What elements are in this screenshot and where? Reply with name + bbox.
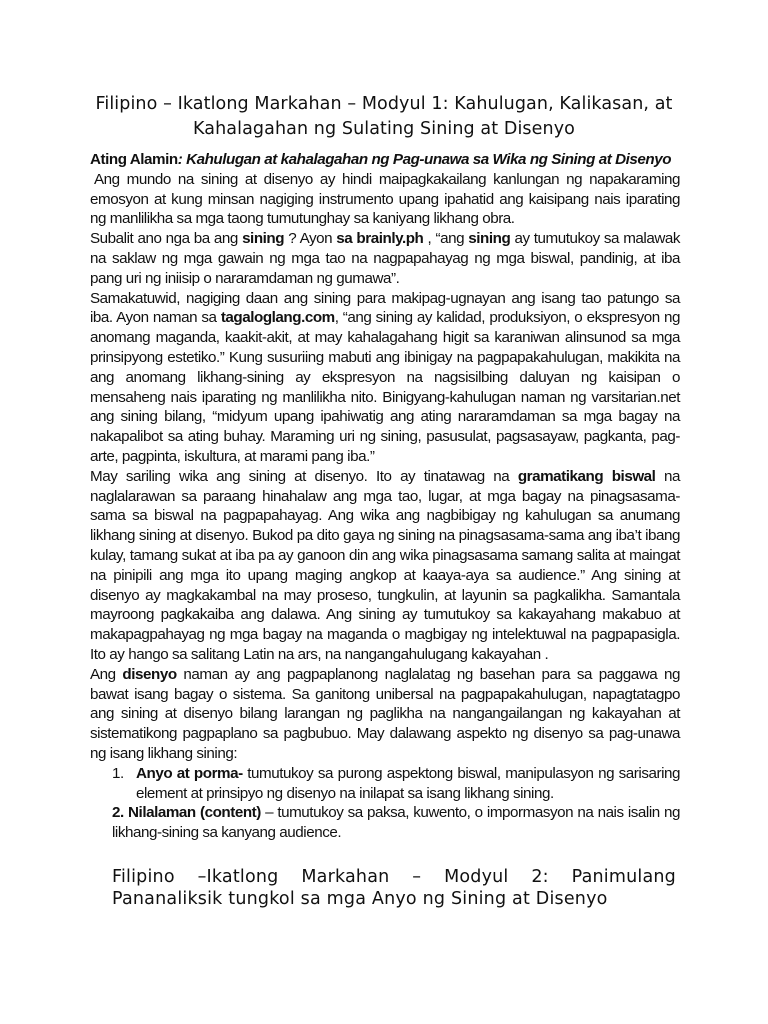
list-term: Nilalaman (content)	[128, 804, 261, 822]
module-2-title-line-2: Pananaliksik tungkol sa mga Anyo ng Sining at Disenyo	[112, 889, 608, 909]
list-number: 1.	[112, 764, 124, 782]
module-2-title	[112, 866, 676, 910]
paragraph-5: Ang disenyo naman ay ang pagpaplanong naglalatag ng basehan para sa paggawa ng bawat isang bagay o sistema. Sa ganitong unibersal na pagpapakahulugan, napagtatagpo ang sining at disenyo bilang larangan ng paglikha na nangangailangan ng kakayahan at sistematikong pagpaplano sa pagbubuo. May dalawang aspekto ng disenyo sa pag-unawa ng isang likhang sining:	[90, 665, 680, 762]
list-item	[90, 803, 680, 843]
paragraph-1: Ang mundo na sining at disenyo ay hindi maipagkakailang kanlungan ng napakaraming emosyon at kung minsan nagiging instrumento upang ipahatid ang kaisipang nais iparating ng manlilikha sa mga taong tumutunghay sa kaniyang likhang obra.	[90, 170, 680, 228]
section-subtitle: : Kahulugan at kahalagahan ng Pag-unawa sa Wika ng Sining at Disenyo	[177, 151, 672, 168]
list-description: tumutukoy sa purong aspektong biswal, manipulasyon ng sarisaring element at prinsipyo ng disenyo na inilapat sa isang likhang sining.	[136, 764, 680, 802]
design-aspects-list	[90, 764, 680, 804]
paragraph-4: May sariling wika ang sining at disenyo. Ito ay tinatawag na gramatikang biswal na naglalarawan sa paraang hinahalaw ang mga tao, lugar, at mga bagay na pinagsasama-sama sa biswal na pagpapahayag. Ang wika ang nagbibigay ng kahulugan sa anumang likhang sining at disenyo. Bukod pa dito gaya ng sining na pinagsasama-sama ang iba’t ibang kulay, tamang sukat at iba pa ay ganoon din ang wika pinagsasama samang salita at maingat na pinipili ang mga ito upang maging angkop at kaaya-aya sa audience.” Ang sining at disenyo ay magkakambal na may proseso, tungkulin, at layunin sa pagkalikha. Samantala mayroong pagkakaiba ang dalawa. Ang sining ay tumutukoy sa kakayahang makabuo at makapagpahayag ng mga bagay na maganda o magbigay ng intelektuwal na pagpapasigla. Ito ay hango sa salitang Latin na ars, na nangangahulugang kakayahan .	[90, 467, 680, 663]
module-2-title-line-1: Filipino –Ikatlong Markahan – Modyul 2: Panimulang	[112, 867, 676, 887]
list-term: Anyo at porma-	[136, 764, 243, 782]
list-number: 2.	[112, 804, 124, 822]
document-body	[90, 150, 680, 843]
paragraph-3: Samakatuwid, nagiging daan ang sining para makipag-ugnayan ang isang tao patungo sa iba. Ayon naman sa tagaloglang.com, “ang sining ay kalidad, produksiyon, o ekspresyon ng anomang maganda, kaakit-akit, at may kahalagahang higit sa karaniwan alinsunod sa mga prinsipyong estetiko.” Kung susuriing mabuti ang ibinigay na pagpapakahulugan, makikita na ang anomang likhang-sining ay ekspresyon na nagsisilbing daluyan ng kaisipan o mensaheng nais iparating ng manlilikha nito. Binigyang-kahulugan naman ng varsitarian.net ang sining bilang, “midyum upang ipahiwatig ang ating nararamdaman sa mga bagay na nakapalibot sa ating buhay. Maraming uri ng sining, pasusulat, pagsasayaw, pagkanta, pag-arte, pagpinta, iskultura, at marami pang iba.”	[90, 289, 681, 465]
list-item	[90, 764, 680, 804]
section-label: Ating Alamin	[90, 151, 178, 168]
section-heading	[90, 150, 680, 170]
list-description: – tumutukoy sa paksa, kuwento, o impormasyon na nais isalin ng likhang-sining sa kanyang audience.	[112, 804, 680, 842]
paragraph-2: Subalit ano nga ba ang sining ? Ayon sa brainly.ph , “ang sining ay tumutukoy sa malawak na saklaw ng mga gawain ng mga tao na nagpapahayag ng mga biswal, pandinig, at iba pang uri ng iniisip o nararamdaman ng gumawa”.	[90, 230, 680, 287]
module-1-title: Filipino – Ikatlong Markahan – Modyul 1: Kahulugan, Kalikasan, at Kahalagahan ng Sulating Sining at Disenyo	[95, 94, 673, 139]
